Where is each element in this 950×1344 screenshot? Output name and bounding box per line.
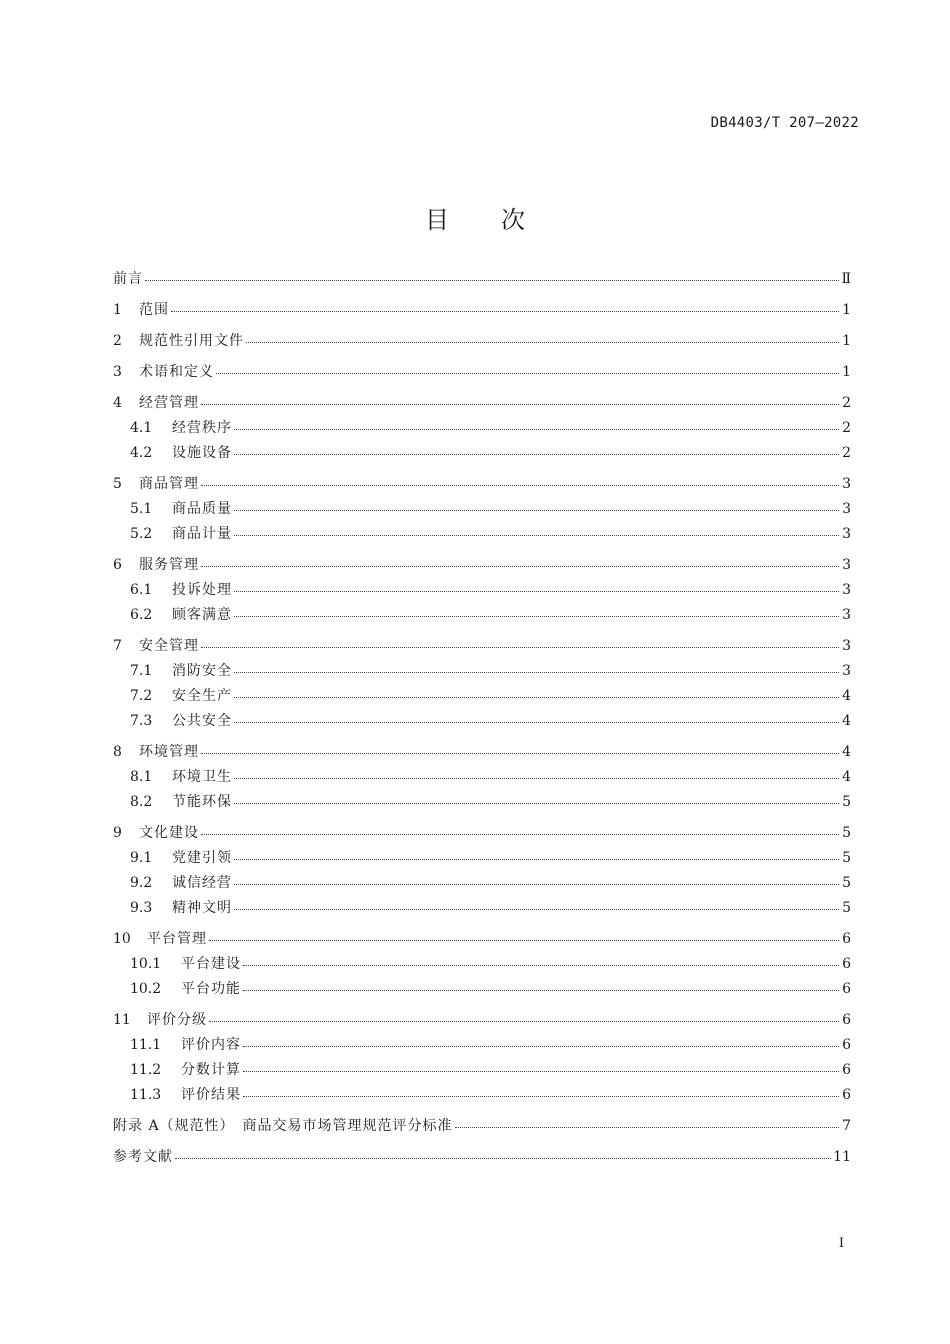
toc-entry-page: 5	[842, 825, 851, 841]
dot-leader	[201, 820, 839, 835]
toc-entry-label: 服务管理	[139, 557, 199, 573]
toc-entry-page: Ⅱ	[841, 271, 851, 287]
dot-leader	[243, 951, 839, 966]
toc-entry-number: 4	[113, 395, 122, 411]
toc-entry-label: 分数计算	[181, 1062, 241, 1078]
toc-entry-page: 5	[842, 875, 851, 891]
toc-entry-label: 精神文明	[172, 900, 232, 916]
toc-entry-label: 商品计量	[172, 526, 232, 542]
toc-entry-label: 商品质量	[172, 501, 232, 517]
toc-entry[interactable]	[113, 268, 851, 293]
toc-entry-page: 3	[842, 557, 851, 573]
toc-entry-label: 安全管理	[139, 638, 199, 654]
toc-entry-page: 1	[842, 364, 851, 380]
toc-entry-label: 参考文献	[113, 1149, 173, 1165]
toc-entry-page: 6	[842, 956, 851, 972]
dot-leader	[234, 683, 839, 698]
dot-leader	[201, 552, 839, 567]
toc-entry[interactable]	[113, 1059, 851, 1084]
dot-leader	[243, 1082, 839, 1097]
toc-entry-label: 平台功能	[181, 981, 241, 997]
toc-entry-number: 7.1	[130, 663, 153, 679]
dot-leader	[243, 976, 839, 991]
toc-entry-number: 3	[113, 364, 122, 380]
dot-leader	[175, 1144, 831, 1159]
toc-entry[interactable]	[113, 442, 851, 467]
toc-entry-number: 11	[113, 1012, 131, 1028]
toc-entry-label: 节能环保	[172, 794, 232, 810]
toc-entry-number: 10.2	[130, 981, 162, 997]
toc-entry[interactable]	[113, 361, 851, 386]
dot-leader	[201, 633, 839, 648]
toc-entry-page: 4	[842, 713, 851, 729]
toc-entry-label: 评价内容	[181, 1037, 241, 1053]
toc-entry[interactable]	[113, 928, 851, 953]
toc-entry[interactable]	[113, 741, 851, 766]
dot-leader	[201, 739, 839, 754]
toc-entry-page: 6	[842, 981, 851, 997]
toc-entry[interactable]	[113, 473, 851, 498]
toc-entry-page: 2	[842, 445, 851, 461]
toc-entry-page: 4	[842, 688, 851, 704]
toc-entry[interactable]	[113, 299, 851, 324]
toc-entry-label: 前言	[113, 271, 143, 287]
title-char-2: 次	[501, 206, 525, 234]
toc-entry-label: 规范性引用文件	[139, 333, 244, 349]
toc-entry-label: 平台建设	[181, 956, 241, 972]
toc-entry-page: 7	[842, 1118, 851, 1134]
dot-leader	[234, 521, 839, 536]
toc-entry-label: 党建引领	[172, 850, 232, 866]
toc-entry-label: 诚信经营	[172, 875, 232, 891]
title-char-1: 目	[425, 206, 449, 234]
toc-entry-page: 3	[842, 476, 851, 492]
toc-entry-label: 评价结果	[181, 1087, 241, 1103]
toc-entry-page: 4	[842, 769, 851, 785]
toc-entry[interactable]	[113, 847, 851, 872]
dot-leader	[246, 328, 839, 343]
toc-entry-page: 3	[842, 501, 851, 517]
toc-entry-number: 6.2	[130, 607, 153, 623]
toc-entry-label: 设施设备	[172, 445, 232, 461]
toc-entry[interactable]	[113, 660, 851, 685]
toc-entry-label: 范围	[139, 302, 169, 318]
toc-entry-page: 1	[842, 302, 851, 318]
toc-entry[interactable]	[113, 1146, 851, 1171]
toc-entry[interactable]	[113, 523, 851, 548]
dot-leader	[234, 895, 839, 910]
toc-entry-page: 3	[842, 638, 851, 654]
toc-entry-number: 1	[113, 302, 122, 318]
dot-leader	[234, 764, 839, 779]
toc-entry[interactable]	[113, 872, 851, 897]
toc-entry-number: 11.1	[130, 1037, 162, 1053]
toc-entry-number: 8.2	[130, 794, 153, 810]
dot-leader	[234, 577, 839, 592]
toc-entry-label: 平台管理	[147, 931, 207, 947]
toc-entry-number: 11.2	[130, 1062, 162, 1078]
document-code: DB4403/T 207—2022	[710, 115, 859, 131]
dot-leader	[145, 266, 839, 281]
toc-entry-page: 6	[842, 1062, 851, 1078]
toc-entry-number: 9.3	[130, 900, 153, 916]
toc-entry[interactable]	[113, 1009, 851, 1034]
toc-entry-number: 2	[113, 333, 122, 349]
toc-entry[interactable]	[113, 498, 851, 523]
toc-entry-page: 6	[842, 1087, 851, 1103]
toc-entry-label: 公共安全	[172, 713, 232, 729]
toc-entry-number: 4.1	[130, 420, 153, 436]
toc-entry[interactable]	[113, 978, 851, 1003]
toc-entry-page: 6	[842, 1037, 851, 1053]
toc-entry[interactable]	[113, 685, 851, 710]
toc-entry[interactable]	[113, 417, 851, 442]
dot-leader	[234, 708, 839, 723]
toc-entry-number: 9	[113, 825, 122, 841]
dot-leader	[234, 415, 839, 430]
toc-entry-number: 9.1	[130, 850, 153, 866]
dot-leader	[209, 926, 839, 941]
toc-entry-page: 11	[833, 1149, 851, 1165]
toc-entry-label: 安全生产	[172, 688, 232, 704]
dot-leader	[234, 602, 839, 617]
toc-entry-number: 5.1	[130, 501, 153, 517]
toc-entry-number: 10	[113, 931, 131, 947]
dot-leader	[234, 845, 839, 860]
toc-entry-number: 7	[113, 638, 122, 654]
toc-entry-label: 经营秩序	[172, 420, 232, 436]
toc-entry-number: 8.1	[130, 769, 153, 785]
dot-leader	[234, 658, 839, 673]
toc-entry-page: 5	[842, 794, 851, 810]
toc-entry[interactable]	[113, 791, 851, 816]
toc-entry-page: 2	[842, 420, 851, 436]
dot-leader	[234, 789, 839, 804]
toc-entry-number: 8	[113, 744, 122, 760]
toc-entry-label: 消防安全	[172, 663, 232, 679]
dot-leader	[234, 870, 839, 885]
dot-leader	[455, 1113, 839, 1128]
toc-entry-number: 5.2	[130, 526, 153, 542]
toc-entry-page: 2	[842, 395, 851, 411]
toc-entry-page: 3	[842, 526, 851, 542]
dot-leader	[201, 471, 839, 486]
dot-leader	[234, 496, 839, 511]
dot-leader	[171, 297, 839, 312]
toc-entry-page: 6	[842, 931, 851, 947]
toc-entry-label: 环境卫生	[172, 769, 232, 785]
dot-leader	[201, 390, 839, 405]
toc-entry-page: 4	[842, 744, 851, 760]
toc-entry[interactable]	[113, 392, 851, 417]
toc-entry-number: 6.1	[130, 582, 153, 598]
toc-entry[interactable]	[113, 579, 851, 604]
toc-entry-page: 3	[842, 582, 851, 598]
toc-entry[interactable]	[113, 1034, 851, 1059]
toc-entry[interactable]	[113, 554, 851, 579]
toc-entry-number: 10.1	[130, 956, 162, 972]
dot-leader	[243, 1032, 839, 1047]
toc-entry-number: 4.2	[130, 445, 153, 461]
toc-entry[interactable]	[113, 635, 851, 660]
toc-entry-label: 顾客满意	[172, 607, 232, 623]
toc-entry-page: 3	[842, 663, 851, 679]
toc-entry-number: 7.2	[130, 688, 153, 704]
toc-entry-page: 1	[842, 333, 851, 349]
footer-page-number: I	[838, 1236, 844, 1251]
toc-entry[interactable]	[113, 1115, 851, 1140]
dot-leader	[234, 440, 839, 455]
toc-entry-page: 3	[842, 607, 851, 623]
toc-entry[interactable]	[113, 710, 851, 735]
page-title	[0, 200, 950, 235]
toc-entry[interactable]	[113, 822, 851, 847]
toc-entry-label: 文化建设	[139, 825, 199, 841]
toc-entry-page: 6	[842, 1012, 851, 1028]
toc-entry[interactable]	[113, 766, 851, 791]
toc-entry-label: 术语和定义	[139, 364, 214, 380]
toc-entry-label: 评价分级	[147, 1012, 207, 1028]
toc-entry-number: 7.3	[130, 713, 153, 729]
dot-leader	[209, 1007, 839, 1022]
dot-leader	[216, 359, 839, 374]
toc-entry-number: 11.3	[130, 1087, 162, 1103]
toc-entry[interactable]	[113, 1084, 851, 1109]
toc-entry-number: 5	[113, 476, 122, 492]
toc-entry-number: 6	[113, 557, 122, 573]
dot-leader	[243, 1057, 839, 1072]
toc-entry-page: 5	[842, 900, 851, 916]
table-of-contents	[113, 268, 851, 1171]
toc-entry[interactable]	[113, 953, 851, 978]
toc-entry[interactable]	[113, 604, 851, 629]
toc-entry-page: 5	[842, 850, 851, 866]
toc-entry-number: 9.2	[130, 875, 153, 891]
toc-entry-label: 商品管理	[139, 476, 199, 492]
toc-entry-label: 环境管理	[139, 744, 199, 760]
toc-entry[interactable]	[113, 330, 851, 355]
toc-entry-label: 经营管理	[139, 395, 199, 411]
toc-entry[interactable]	[113, 897, 851, 922]
toc-entry-label: 附录 A（规范性） 商品交易市场管理规范评分标准	[113, 1118, 453, 1134]
toc-entry-label: 投诉处理	[172, 582, 232, 598]
